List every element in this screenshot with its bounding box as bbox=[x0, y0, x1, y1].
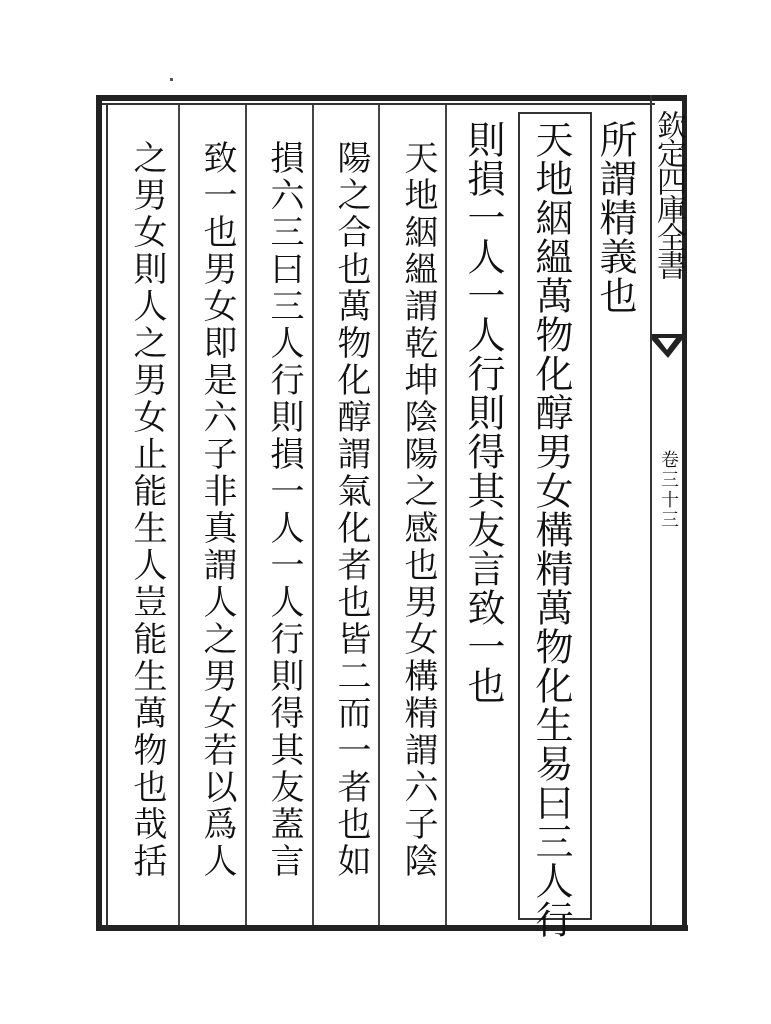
text-column-8: 之男女則人之男女止能生人豈能生萬物也哉括 bbox=[127, 140, 167, 880]
book-title-edge: 欽定四庫全書 bbox=[651, 110, 686, 278]
text-column-2: 天地絪縕萬物化醇男女構精萬物化生易曰三人行 bbox=[529, 120, 573, 939]
column-rule bbox=[378, 105, 380, 925]
fish-tail-mark-icon bbox=[650, 330, 684, 362]
text-column-1: 所謂精義也 bbox=[593, 120, 637, 315]
frame-top-border bbox=[100, 95, 685, 101]
column-rule bbox=[445, 105, 447, 925]
column-rule bbox=[245, 105, 247, 925]
text-column-7: 致一也男女即是六子非真謂人之男女若以爲人 bbox=[197, 140, 237, 880]
frame-left-inner-border bbox=[106, 103, 108, 925]
text-column-6: 損六三曰三人行則損一人一人行則得其友蓋言 bbox=[264, 140, 304, 880]
volume-label: 卷三十三 bbox=[658, 450, 679, 530]
frame-left-border bbox=[96, 95, 102, 931]
text-column-4: 天地絪縕謂乾坤陰陽之感也男女構精謂六子陰 bbox=[398, 140, 438, 880]
stray-dot bbox=[170, 78, 173, 81]
column-rule bbox=[312, 105, 314, 925]
frame-bottom-border bbox=[98, 925, 688, 931]
text-column-3: 則損一人一人行則得其友言致一也 bbox=[461, 120, 505, 705]
column-rule bbox=[178, 105, 180, 925]
text-column-5: 陽之合也萬物化醇謂氣化者也皆二而一者也如 bbox=[331, 140, 371, 880]
